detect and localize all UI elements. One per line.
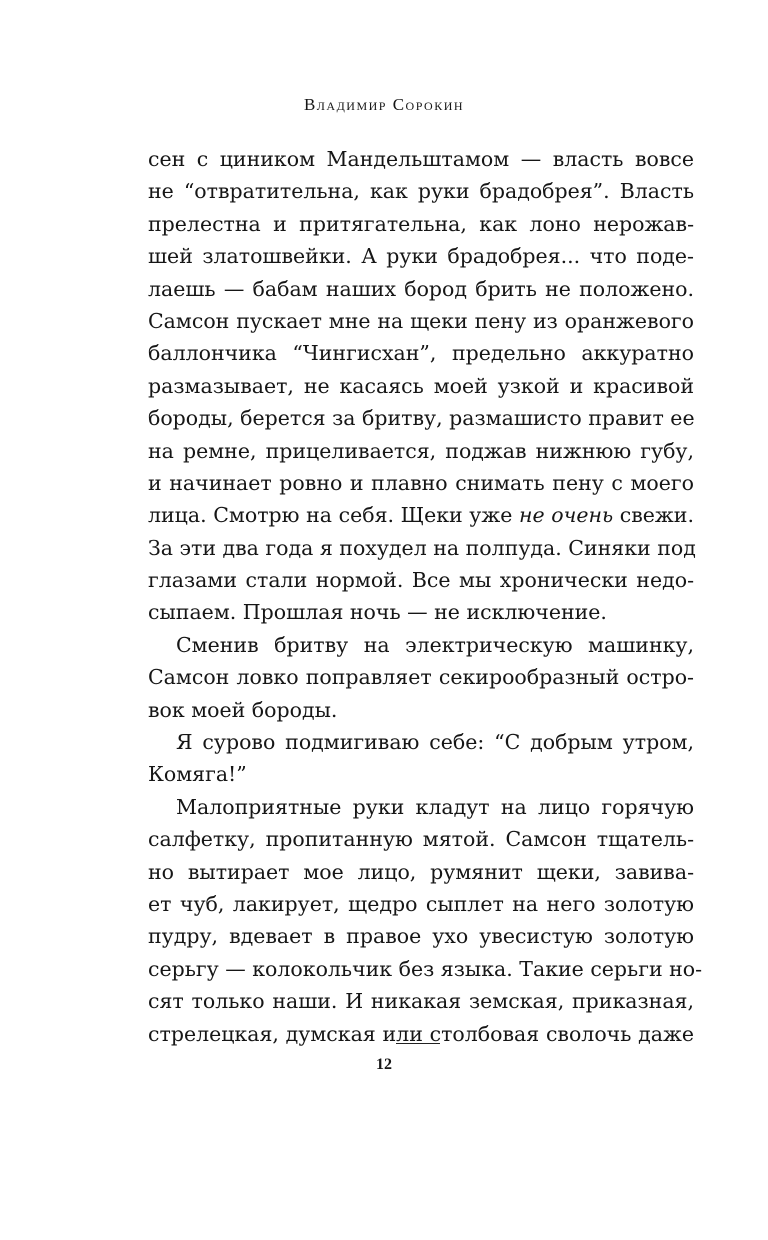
- text-line: глазами стали нормой. Все мы хронически недо-: [148, 568, 694, 593]
- text-line: Комяга!”: [148, 762, 247, 787]
- text-line: лаешь — бабам наших бород брить не положено.: [148, 276, 694, 301]
- text-line: на ремне, прицеливается, поджав нижнюю губу,: [148, 438, 694, 463]
- text-line: ет чуб, лакирует, щедро сыплет на него золотую: [148, 891, 694, 916]
- text-line: пудру, вдевает в правое ухо увесистую золотую: [148, 924, 694, 949]
- text-line: вок моей бороды.: [148, 697, 338, 722]
- text-line: шей златошвейки. А руки брадобрея... что поде-: [148, 244, 694, 269]
- text-line: но вытирает мое лицо, румянит щеки, завива-: [148, 859, 694, 884]
- text-segment: свежи.: [619, 503, 694, 528]
- text-line: стрелецкая, думская или столбовая сволочь даже: [148, 1021, 694, 1046]
- text-line: размазывает, не касаясь моей узкой и красивой: [148, 373, 694, 398]
- text-line: Самсон ловко поправляет секирообразный остро-: [148, 665, 694, 690]
- text-line-mixed: [148, 499, 694, 531]
- paragraph-start-line: Сменив бритву на электрическую машинку,: [176, 632, 694, 657]
- text-line: сыпаем. Прошлая ночь — не исключение.: [148, 600, 607, 625]
- text-line: За эти два года я похудел на полпуда. Синяки под: [148, 535, 696, 560]
- text-line: и начинает ровно и плавно снимать пену с моего: [148, 470, 694, 495]
- text-line: серьгу — колокольчик без языка. Такие серьги но-: [148, 956, 703, 981]
- text-line: сен с циником Мандельштамом — власть вовсе: [148, 147, 694, 171]
- paragraph-start-line: Малоприятные руки кладут на лицо горячую: [176, 794, 694, 819]
- page-number: 12: [376, 1056, 392, 1073]
- footer-rule: [396, 1043, 440, 1044]
- text-line: не “отвратительна, как руки брадобрея”. Власть: [148, 179, 694, 204]
- text-line: сят только наши. И никакая земская, приказная,: [148, 989, 694, 1014]
- text-line: салфетку, пропитанную мятой. Самсон тщатель-: [148, 827, 694, 852]
- running-head: Владимир Сорокин: [303, 95, 465, 114]
- text-line: прелестна и притягательна, как лоно нерожав-: [148, 211, 694, 236]
- italic-phrase: не очень: [518, 503, 614, 528]
- paragraph-start-line: Я сурово подмигиваю себе: “С добрым утром,: [176, 730, 694, 755]
- text-line: Самсон пускает мне на щеки пену из оранжевого: [148, 308, 694, 333]
- text-line: бороды, берется за бритву, размашисто правит ее: [148, 406, 695, 431]
- text-line: баллончика “Чингисхан”, предельно аккуратно: [148, 341, 694, 366]
- body-text: [148, 143, 703, 1050]
- text-segment: лица. Смотрю на себя. Щеки уже: [148, 503, 513, 528]
